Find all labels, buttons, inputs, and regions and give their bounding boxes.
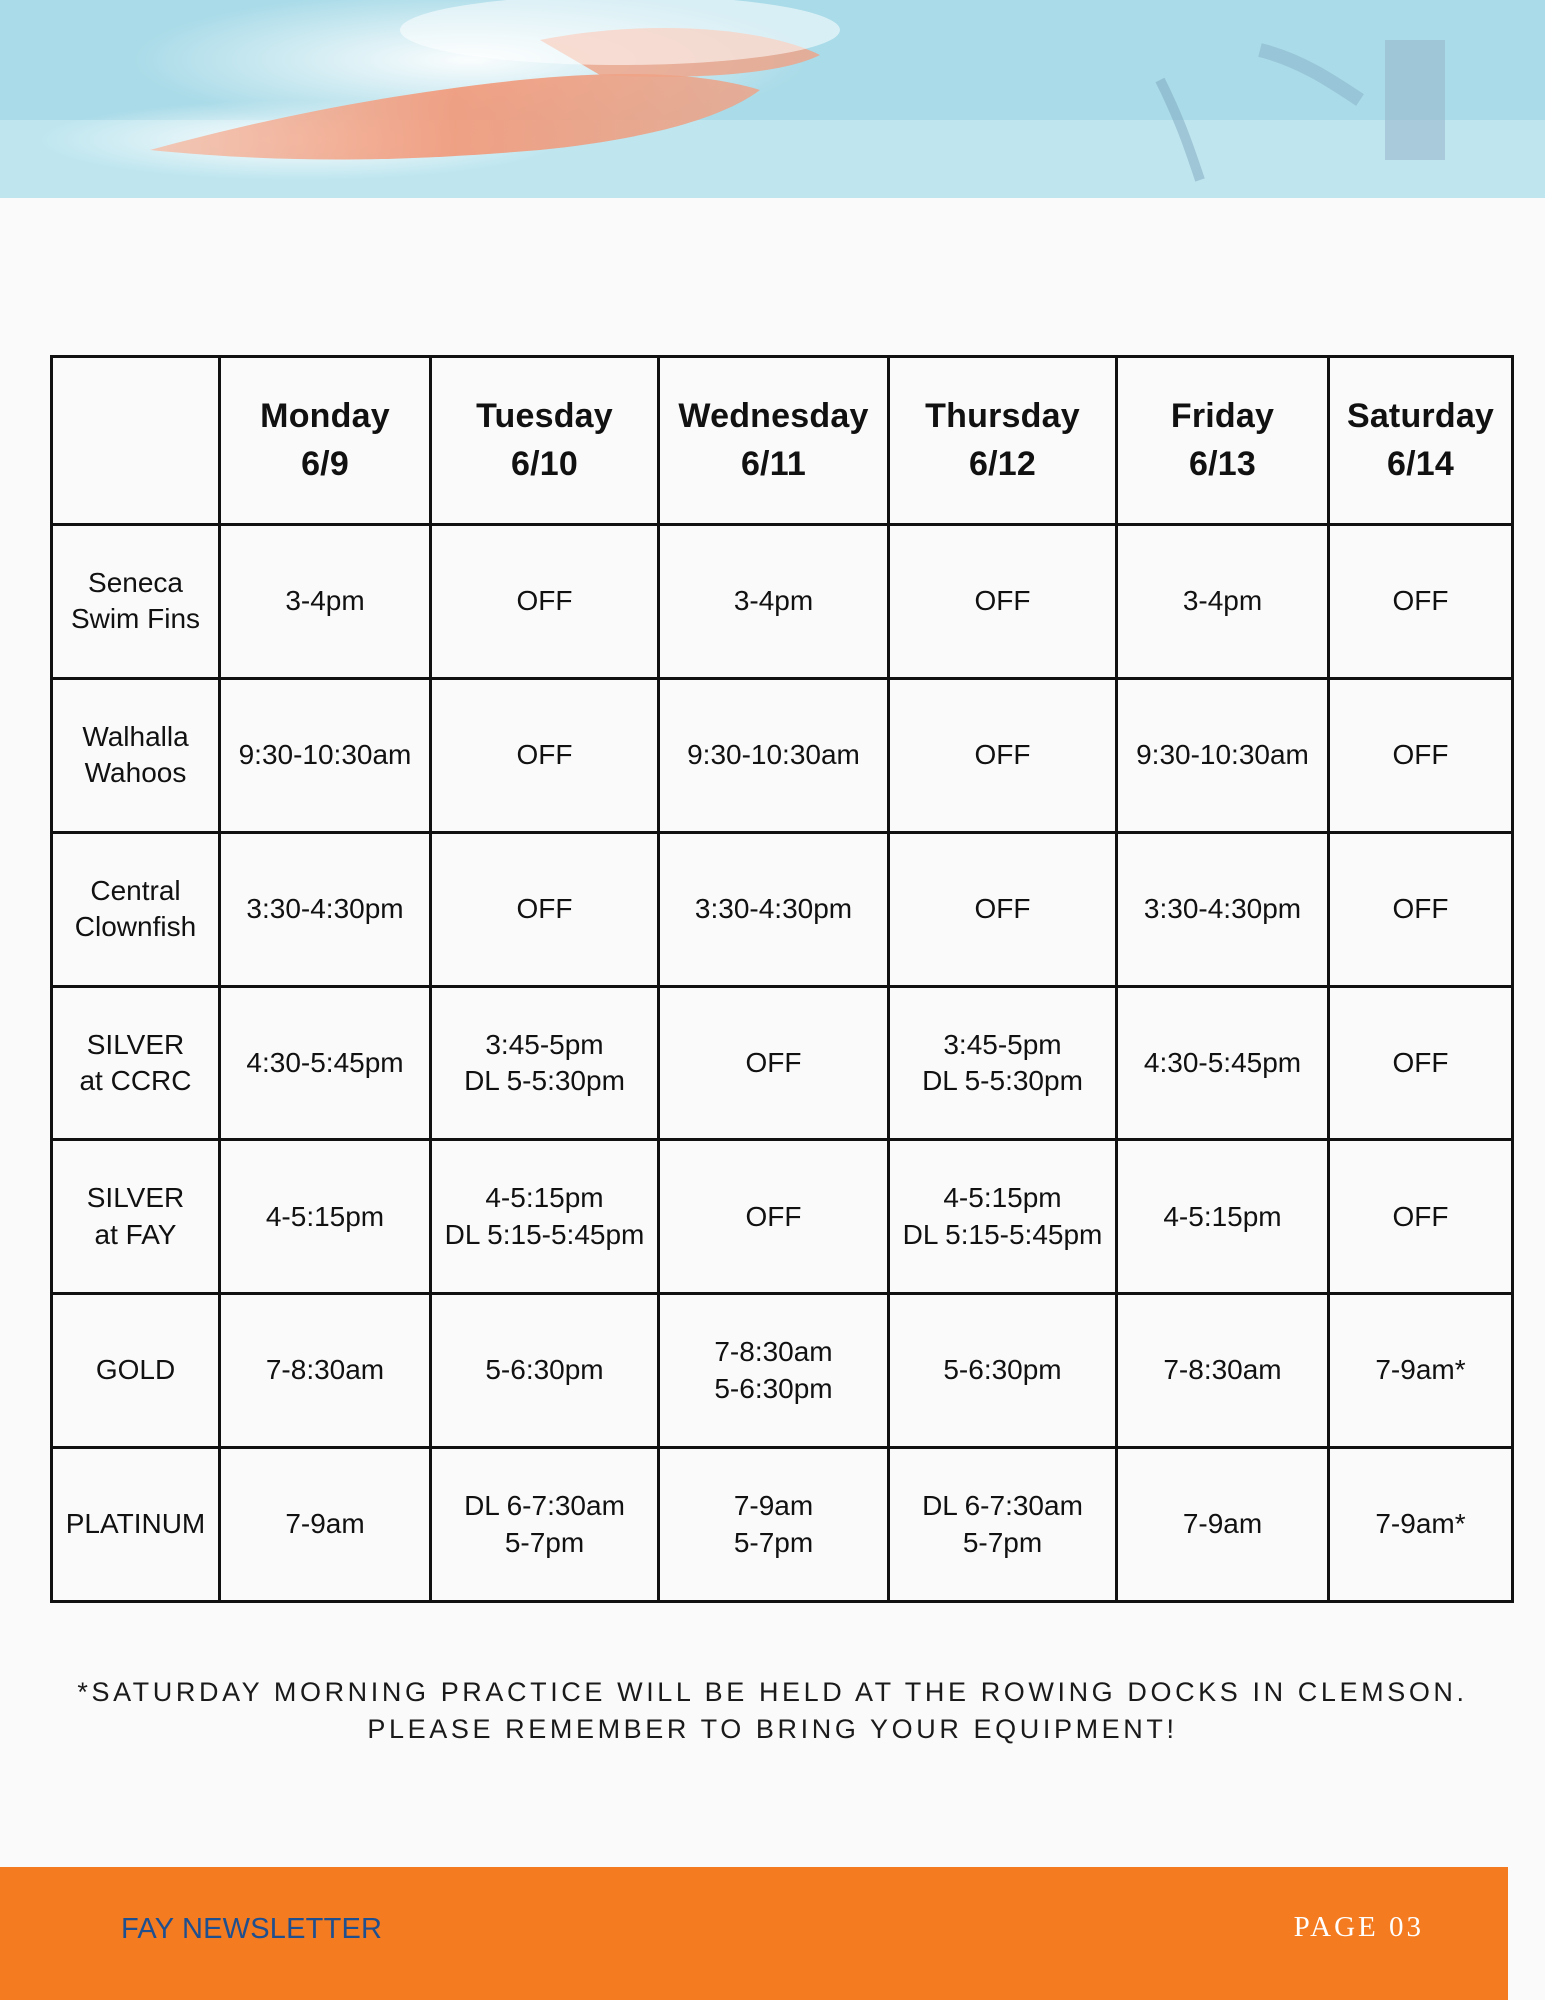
header-day-name: Wednesday <box>678 396 869 435</box>
header-day-date: 6/13 <box>1189 444 1256 483</box>
table-row <box>52 832 1513 986</box>
group-label: GOLD <box>52 1294 220 1448</box>
header-day <box>431 357 659 525</box>
practice-schedule-table <box>50 355 1514 1603</box>
header-day-name: Tuesday <box>476 396 613 435</box>
header-row <box>52 357 1513 525</box>
group-label: Seneca Swim Fins <box>52 525 220 679</box>
schedule-cell: 7-9am 5-7pm <box>659 1448 889 1602</box>
schedule-cell: 3-4pm <box>659 525 889 679</box>
note-line-1: *SATURDAY MORNING PRACTICE WILL BE HELD AT THE ROWING DOCKS IN CLEMSON. <box>77 1677 1468 1707</box>
header-corner <box>52 357 220 525</box>
hero-swimmer-photo <box>0 0 1545 198</box>
group-label: Walhalla Wahoos <box>52 678 220 832</box>
schedule-cell: 9:30-10:30am <box>220 678 431 832</box>
table-row <box>52 525 1513 679</box>
schedule-cell: 7-9am* <box>1329 1448 1513 1602</box>
group-label: SILVER at FAY <box>52 1140 220 1294</box>
schedule-cell: 7-9am* <box>1329 1294 1513 1448</box>
header-day-date: 6/12 <box>969 444 1036 483</box>
schedule-cell: 4-5:15pm <box>220 1140 431 1294</box>
header-day-name: Friday <box>1170 396 1275 435</box>
table-row <box>52 1294 1513 1448</box>
schedule-cell: OFF <box>659 986 889 1140</box>
schedule-cell: OFF <box>659 1140 889 1294</box>
group-label: SILVER at CCRC <box>52 986 220 1140</box>
schedule-cell: OFF <box>889 678 1117 832</box>
table-row <box>52 1448 1513 1602</box>
group-label: Central Clownfish <box>52 832 220 986</box>
schedule-cell: OFF <box>1329 832 1513 986</box>
schedule-cell: 4:30-5:45pm <box>220 986 431 1140</box>
schedule-cell: OFF <box>1329 986 1513 1140</box>
table-row <box>52 986 1513 1140</box>
note-line-2: PLEASE REMEMBER TO BRING YOUR EQUIPMENT! <box>367 1714 1178 1744</box>
schedule-cell: 7-9am <box>220 1448 431 1602</box>
schedule-cell: 4-5:15pm DL 5:15-5:45pm <box>889 1140 1117 1294</box>
schedule-cell: 3:45-5pm DL 5-5:30pm <box>889 986 1117 1140</box>
schedule-cell: 9:30-10:30am <box>659 678 889 832</box>
schedule-cell: 4:30-5:45pm <box>1117 986 1329 1140</box>
schedule-cell: DL 6-7:30am 5-7pm <box>889 1448 1117 1602</box>
schedule-cell: OFF <box>1329 525 1513 679</box>
table-row <box>52 678 1513 832</box>
schedule-cell: 3:30-4:30pm <box>659 832 889 986</box>
header-day <box>220 357 431 525</box>
schedule-cell: OFF <box>431 832 659 986</box>
schedule-cell: 4-5:15pm DL 5:15-5:45pm <box>431 1140 659 1294</box>
header-day <box>659 357 889 525</box>
header-day <box>889 357 1117 525</box>
schedule-cell: 3:45-5pm DL 5-5:30pm <box>431 986 659 1140</box>
table-row <box>52 1140 1513 1294</box>
schedule-cell: OFF <box>1329 1140 1513 1294</box>
schedule-cell: OFF <box>889 832 1117 986</box>
header-day-date: 6/9 <box>301 444 349 483</box>
schedule-cell: OFF <box>889 525 1117 679</box>
schedule-cell: 7-9am <box>1117 1448 1329 1602</box>
page-footer <box>0 1867 1508 2000</box>
schedule-cell: DL 6-7:30am 5-7pm <box>431 1448 659 1602</box>
schedule-cell: 7-8:30am <box>1117 1294 1329 1448</box>
schedule-cell: OFF <box>431 525 659 679</box>
schedule-cell: 7-8:30am 5-6:30pm <box>659 1294 889 1448</box>
header-day-date: 6/14 <box>1387 444 1454 483</box>
newsletter-title: FAY NEWSLETTER <box>121 1913 383 1945</box>
schedule-cell: 4-5:15pm <box>1117 1140 1329 1294</box>
schedule-cell: 3-4pm <box>1117 525 1329 679</box>
schedule-cell: OFF <box>431 678 659 832</box>
schedule-cell: 3-4pm <box>220 525 431 679</box>
schedule-cell: 9:30-10:30am <box>1117 678 1329 832</box>
header-day-date: 6/10 <box>511 444 578 483</box>
group-label: PLATINUM <box>52 1448 220 1602</box>
schedule-cell: OFF <box>1329 678 1513 832</box>
schedule-cell: 3:30-4:30pm <box>220 832 431 986</box>
header-day-name: Saturday <box>1346 396 1495 435</box>
schedule-cell: 3:30-4:30pm <box>1117 832 1329 986</box>
header-day-name: Monday <box>260 396 390 435</box>
header-day <box>1329 357 1513 525</box>
header-day-date: 6/11 <box>740 444 807 483</box>
header-day-name: Thursday <box>925 396 1080 435</box>
schedule-cell: 5-6:30pm <box>889 1294 1117 1448</box>
header-day <box>1117 357 1329 525</box>
page-number: PAGE 03 <box>1293 1911 1424 1943</box>
schedule-cell: 7-8:30am <box>220 1294 431 1448</box>
saturday-practice-note <box>0 1674 1545 1748</box>
schedule-cell: 5-6:30pm <box>431 1294 659 1448</box>
